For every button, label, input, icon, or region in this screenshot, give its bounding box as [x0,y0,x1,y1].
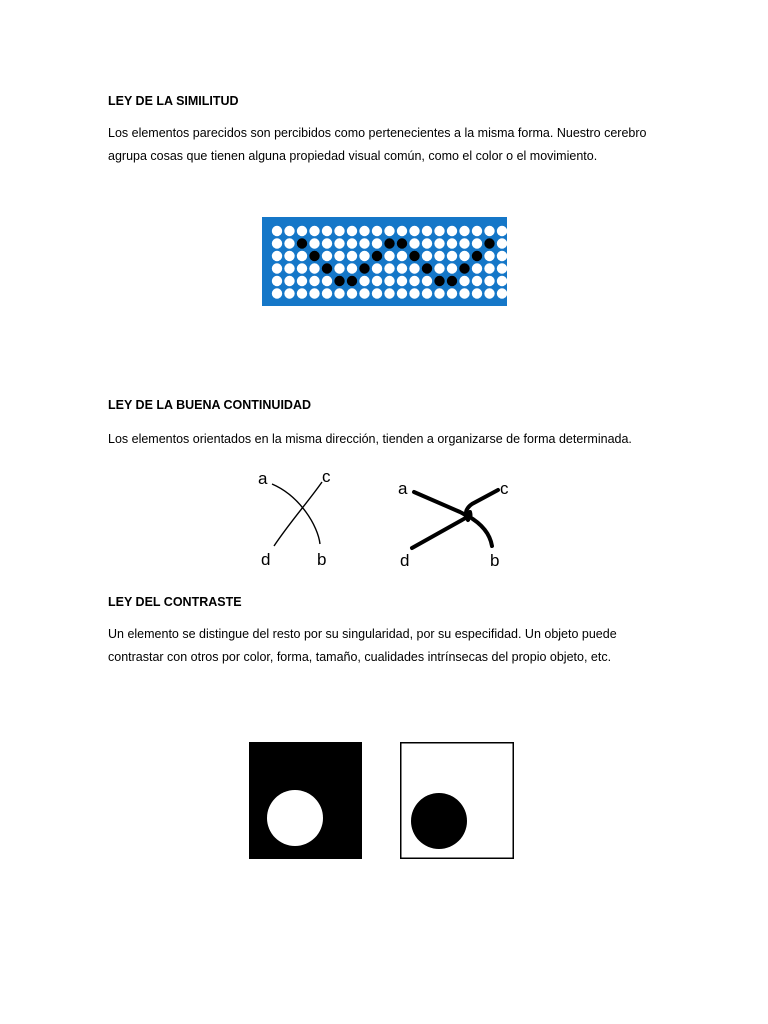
grid-dot [297,263,307,273]
thick-line-a [414,492,471,517]
section-title-contraste: LEY DEL CONTRASTE [108,595,242,609]
contrast-figure-light [400,742,514,859]
section-text-continuidad: Los elementos orientados en la misma dirección, tienden a organizarse de forma determinada. [108,432,632,446]
grid-dot [322,276,332,286]
grid-dot [397,226,407,236]
section-text-similitud: Los elementos parecidos son percibidos como pertenecientes a la misma forma. Nuestro cerebro agrupa cosas que tienen alguna propiedad visual común, como el color o el movimiento. [108,126,647,163]
grid-dot [497,238,507,248]
grid-dot [397,251,407,261]
grid-dot [309,288,319,298]
grid-dot [284,238,294,248]
grid-dot [347,263,357,273]
grid-dot [272,263,282,273]
grid-dot [384,276,394,286]
grid-dot [284,226,294,236]
grid-dot [459,238,469,248]
grid-dot [347,288,357,298]
grid-dot [384,251,394,261]
label-b: b [317,550,327,569]
grid-dot [447,251,457,261]
grid-dot [497,251,507,261]
grid-dot [497,276,507,286]
grid-dot-highlighted [334,276,344,286]
grid-dot [459,251,469,261]
section-text-contraste: Un elemento se distingue del resto por su singularidad, por su especifidad. Un objeto puede contrastar con otros por color, forma, tamaño, cualidades intrínsecas del propio objeto, etc. [108,627,617,664]
grid-dot [322,251,332,261]
grid-dot [322,238,332,248]
white-circle [267,790,323,846]
grid-dot-highlighted [359,263,369,273]
grid-dot [334,288,344,298]
grid-dot [422,276,432,286]
grid-dot [434,263,444,273]
grid-dot [347,251,357,261]
grid-dot [334,238,344,248]
grid-dot [484,251,494,261]
grid-dot-highlighted [309,251,319,261]
grid-dot [472,263,482,273]
grid-dot [447,238,457,248]
grid-dot-highlighted [384,238,394,248]
grid-dot [459,288,469,298]
grid-dot [497,226,507,236]
grid-dot-highlighted [322,263,332,273]
grid-dot [359,276,369,286]
label-b: b [490,551,500,570]
grid-dot [397,288,407,298]
grid-dot [409,238,419,248]
grid-dot [384,288,394,298]
grid-dot [347,226,357,236]
grid-dot [372,226,382,236]
grid-dot [447,226,457,236]
grid-dot [297,226,307,236]
grid-dot [472,238,482,248]
grid-dot [347,238,357,248]
grid-dot [422,288,432,298]
label-d: d [261,550,271,569]
grid-dot [359,226,369,236]
grid-dot [409,276,419,286]
grid-dot [434,238,444,248]
grid-dot [359,288,369,298]
grid-dot-highlighted [397,238,407,248]
grid-dot [359,251,369,261]
grid-dot [472,288,482,298]
grid-dot [422,251,432,261]
grid-dot [272,238,282,248]
grid-dot-highlighted [372,251,382,261]
thick-line-d [412,514,468,548]
grid-dot [334,226,344,236]
grid-dot [422,226,432,236]
line-c-d [274,482,322,546]
grid-dot [447,288,457,298]
grid-dot [459,276,469,286]
label-a: a [258,469,268,488]
grid-dot-highlighted [297,238,307,248]
grid-dot [297,251,307,261]
grid-dot [484,276,494,286]
grid-dot [472,226,482,236]
black-circle [411,793,467,849]
grid-dot [284,288,294,298]
grid-dot [409,288,419,298]
grid-dot [322,226,332,236]
grid-dot [309,276,319,286]
grid-dot [372,263,382,273]
grid-dot-highlighted [347,276,357,286]
section-title-continuidad: LEY DE LA BUENA CONTINUIDAD [108,398,312,412]
grid-dot [484,263,494,273]
label-c: c [500,479,509,498]
grid-dot-highlighted [484,238,494,248]
grid-dot [297,288,307,298]
grid-dot [322,288,332,298]
contrast-figure-dark [249,742,362,859]
grid-dot-highlighted [434,276,444,286]
grid-dot [434,251,444,261]
similarity-dot-grid [262,217,507,306]
grid-dot [397,276,407,286]
grid-dot [459,226,469,236]
grid-dot [359,238,369,248]
grid-dot [497,288,507,298]
grid-dot [309,263,319,273]
grid-dot-highlighted [422,263,432,273]
grid-dot [397,263,407,273]
grid-dot [272,276,282,286]
grid-dot-highlighted [409,251,419,261]
grid-dot [272,226,282,236]
grid-dot [334,251,344,261]
grid-dot [309,238,319,248]
thick-curve-b [468,516,492,546]
grid-dot [372,238,382,248]
grid-dot [334,263,344,273]
label-d: d [400,551,410,570]
grid-dot [484,226,494,236]
curve-a-b [272,484,320,544]
grid-dot [284,251,294,261]
grid-dot [272,251,282,261]
grid-dot [284,276,294,286]
grid-dot [409,263,419,273]
continuity-figure-thick [392,470,522,576]
grid-dot [434,288,444,298]
grid-dot [409,226,419,236]
grid-dot [472,276,482,286]
grid-dot-highlighted [447,276,457,286]
grid-dot [284,263,294,273]
grid-dot [384,263,394,273]
section-title-similitud: LEY DE LA SIMILITUD [108,94,239,108]
grid-dot [422,238,432,248]
grid-dot [372,276,382,286]
grid-dot [372,288,382,298]
grid-dot [384,226,394,236]
continuity-figure-thin [250,466,340,572]
grid-dot [497,263,507,273]
grid-dot [484,288,494,298]
grid-dot [309,226,319,236]
grid-dot-highlighted [459,263,469,273]
grid-dot [447,263,457,273]
label-c: c [322,467,331,486]
grid-dot-highlighted [472,251,482,261]
label-a: a [398,479,408,498]
grid-dot [434,226,444,236]
grid-dot [272,288,282,298]
grid-dot [297,276,307,286]
